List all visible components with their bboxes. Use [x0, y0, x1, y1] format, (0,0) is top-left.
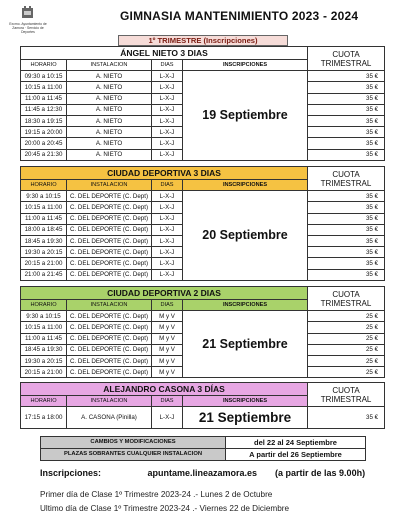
col-horario: HORARIO [21, 300, 67, 311]
dias-cell: L-X-J [152, 224, 183, 235]
inscripcion-date: 21 Septiembre [183, 311, 308, 378]
section-ciudad-deportiva-2 [20, 286, 385, 378]
instalacion-cell: C. DEL DEPORTE (C. Dept) [67, 344, 152, 355]
cuota-cell: 35 € [308, 138, 385, 149]
section-title: ALEJANDRO CASONA 3 DÍAS [21, 383, 308, 396]
horario-cell: 09:30 a 10:15 [21, 71, 67, 82]
cuota-cell: 35 € [308, 115, 385, 126]
page-title: GIMNASIA MANTENIMIENTO 2023 - 2024 [120, 9, 359, 23]
horario-cell: 20:00 a 20:45 [21, 138, 67, 149]
section-title: ÁNGEL NIETO 3 DIAS [21, 47, 308, 60]
instalacion-cell: C. DEL DEPORTE (C. Dept) [67, 191, 152, 202]
col-inscripciones: INSCRIPCIONES [183, 300, 308, 311]
cuota-header: CUOTA TRIMESTRAL [308, 167, 385, 191]
horario-cell: 17:15 a 18:00 [21, 407, 67, 429]
ayuntamiento-logo [7, 6, 49, 36]
horario-cell: 18:30 a 19:15 [21, 115, 67, 126]
cambios-label: CAMBIOS Y MODIFICACIONES [41, 437, 226, 449]
instalacion-cell: C. DEL DEPORTE (C. Dept) [67, 258, 152, 269]
section-alejandro-casona [20, 382, 385, 429]
horario-cell: 20:45 a 21:30 [21, 149, 67, 160]
horario-cell: 11:00 a 11:45 [21, 333, 67, 344]
col-dias: DIAS [152, 180, 183, 191]
horario-cell: 10:15 a 11:00 [21, 322, 67, 333]
instalacion-cell: C. DEL DEPORTE (C. Dept) [67, 213, 152, 224]
horario-cell: 19:30 a 20:15 [21, 247, 67, 258]
cuota-header: CUOTA TRIMESTRAL [308, 383, 385, 407]
table-row [21, 311, 385, 322]
table-row [21, 191, 385, 202]
horario-cell: 11:00 a 11:45 [21, 93, 67, 104]
dias-cell: L-X-J [152, 138, 183, 149]
instalacion-cell: A. NIETO [67, 93, 152, 104]
col-inscripciones: INSCRIPCIONES [183, 180, 308, 191]
cuota-cell: 35 € [308, 235, 385, 246]
dias-cell: L-X-J [152, 115, 183, 126]
cuota-cell: 25 € [308, 355, 385, 366]
plazas-label: PLAZAS SOBRANTES CUALQUIER INSTALACION [41, 449, 226, 461]
cuota-cell: 35 € [308, 149, 385, 160]
instalacion-cell: C. DEL DEPORTE (C. Dept) [67, 235, 152, 246]
cuota-cell: 35 € [308, 247, 385, 258]
cuota-cell: 35 € [308, 127, 385, 138]
horario-cell: 18:45 a 19:30 [21, 344, 67, 355]
dias-cell: L-X-J [152, 258, 183, 269]
col-inscripciones: INSCRIPCIONES [183, 396, 308, 407]
inscripciones-label: Inscripciones: [40, 468, 102, 478]
coat-of-arms-icon [21, 6, 34, 20]
horario-cell: 10:15 a 11:00 [21, 82, 67, 93]
dias-cell: L-X-J [152, 82, 183, 93]
horario-cell: 11:45 a 12:30 [21, 104, 67, 115]
dias-cell: L-X-J [152, 71, 183, 82]
dias-cell: M y V [152, 344, 183, 355]
instalacion-cell: A. NIETO [67, 71, 152, 82]
horario-cell: 18:00 a 18:45 [21, 224, 67, 235]
instalacion-cell: C. DEL DEPORTE (C. Dept) [67, 224, 152, 235]
dias-cell: L-X-J [152, 247, 183, 258]
col-horario: HORARIO [21, 60, 67, 71]
horario-cell: 21:00 a 21:45 [21, 269, 67, 280]
col-instalacion: INSTALACION [67, 300, 152, 311]
inscripciones-note: (a partir de las 9.00h) [275, 468, 366, 478]
cuota-cell: 25 € [308, 322, 385, 333]
horario-cell: 11:00 a 11:45 [21, 213, 67, 224]
horario-cell: 19:30 a 20:15 [21, 355, 67, 366]
cuota-cell: 35 € [308, 258, 385, 269]
cuota-cell: 25 € [308, 367, 385, 378]
cuota-cell: 35 € [308, 82, 385, 93]
section-title: CIUDAD DEPORTIVA 3 DIAS [21, 167, 308, 180]
footer-last-day: Ultimo día de Clase 1º Trimestre 2023-24 .- Viernes 22 de Diciembre [40, 504, 290, 513]
dias-cell: L-X-J [152, 407, 183, 429]
cuota-cell: 25 € [308, 333, 385, 344]
dias-cell: M y V [152, 355, 183, 366]
instalacion-cell: A. NIETO [67, 104, 152, 115]
dias-cell: L-X-J [152, 104, 183, 115]
table-row [21, 71, 385, 82]
horario-cell: 20:15 a 21:00 [21, 258, 67, 269]
cambios-value: del 22 al 24 Septiembre [226, 437, 366, 449]
cuota-cell: 35 € [308, 213, 385, 224]
dias-cell: L-X-J [152, 235, 183, 246]
col-instalacion: INSTALACION [67, 180, 152, 191]
instalacion-cell: A. NIETO [67, 115, 152, 126]
inscripciones-line [40, 468, 365, 478]
cuota-cell: 25 € [308, 344, 385, 355]
instalacion-cell: A. NIETO [67, 149, 152, 160]
inscripciones-url[interactable]: apuntame.lineazamora.es [147, 468, 258, 478]
section-ciudad-deportiva-3 [20, 166, 385, 281]
footer-first-day: Primer día de Clase 1º Trimestre 2023-24 .- Lunes 2 de Octubre [40, 490, 273, 499]
dias-cell: L-X-J [152, 93, 183, 104]
inscripcion-date: 21 Septiembre [183, 407, 308, 429]
section-title: CIUDAD DEPORTIVA 2 DIAS [21, 287, 308, 300]
section-angel-nieto [20, 46, 385, 161]
cuota-cell: 35 € [308, 93, 385, 104]
horario-cell: 9:30 a 10:15 [21, 311, 67, 322]
instalacion-cell: C. DEL DEPORTE (C. Dept) [67, 322, 152, 333]
dias-cell: M y V [152, 322, 183, 333]
horario-cell: 9:30 a 10:15 [21, 191, 67, 202]
instalacion-cell: C. DEL DEPORTE (C. Dept) [67, 333, 152, 344]
col-inscripciones: INSCRIPCIONES [183, 60, 308, 71]
col-horario: HORARIO [21, 180, 67, 191]
instalacion-cell: A. NIETO [67, 82, 152, 93]
instalacion-cell: C. DEL DEPORTE (C. Dept) [67, 367, 152, 378]
info-table [40, 436, 366, 461]
cuota-cell: 35 € [308, 224, 385, 235]
instalacion-cell: C. DEL DEPORTE (C. Dept) [67, 202, 152, 213]
dias-cell: L-X-J [152, 269, 183, 280]
cuota-cell: 25 € [308, 311, 385, 322]
cuota-cell: 35 € [308, 269, 385, 280]
col-instalacion: INSTALACION [67, 396, 152, 407]
col-horario: HORARIO [21, 396, 67, 407]
dias-cell: L-X-J [152, 149, 183, 160]
cuota-cell: 35 € [308, 202, 385, 213]
logo-text: Excmo. Ayuntamiento de Zamora · Servicio de Deportes [9, 22, 47, 34]
inscripcion-date: 19 Septiembre [183, 71, 308, 161]
inscripcion-date: 20 Septiembre [183, 191, 308, 281]
instalacion-cell: A. NIETO [67, 138, 152, 149]
dias-cell: L-X-J [152, 202, 183, 213]
cuota-cell: 35 € [308, 407, 385, 429]
cuota-cell: 35 € [308, 191, 385, 202]
table-row [21, 407, 385, 429]
cuota-header: CUOTA TRIMESTRAL [308, 287, 385, 311]
dias-cell: L-X-J [152, 127, 183, 138]
horario-cell: 20:15 a 21:00 [21, 367, 67, 378]
horario-cell: 10:15 a 11:00 [21, 202, 67, 213]
instalacion-cell: A. CASONA (Pinilla) [67, 407, 152, 429]
col-instalacion: INSTALACION [67, 60, 152, 71]
cuota-cell: 35 € [308, 104, 385, 115]
instalacion-cell: A. NIETO [67, 127, 152, 138]
cuota-header: CUOTA TRIMESTRAL [308, 47, 385, 71]
instalacion-cell: C. DEL DEPORTE (C. Dept) [67, 311, 152, 322]
col-dias: DIAS [152, 60, 183, 71]
col-dias: DIAS [152, 300, 183, 311]
trimestre-banner: 1º TRIMESTRE (Inscripciones) [118, 35, 288, 46]
instalacion-cell: C. DEL DEPORTE (C. Dept) [67, 269, 152, 280]
plazas-value: A partir del 26 Septiembre [226, 449, 366, 461]
dias-cell: M y V [152, 367, 183, 378]
dias-cell: M y V [152, 311, 183, 322]
horario-cell: 18:45 a 19:30 [21, 235, 67, 246]
cuota-cell: 35 € [308, 71, 385, 82]
dias-cell: L-X-J [152, 191, 183, 202]
instalacion-cell: C. DEL DEPORTE (C. Dept) [67, 355, 152, 366]
horario-cell: 19:15 a 20:00 [21, 127, 67, 138]
dias-cell: M y V [152, 333, 183, 344]
col-dias: DIAS [152, 396, 183, 407]
dias-cell: L-X-J [152, 213, 183, 224]
instalacion-cell: C. DEL DEPORTE (C. Dept) [67, 247, 152, 258]
